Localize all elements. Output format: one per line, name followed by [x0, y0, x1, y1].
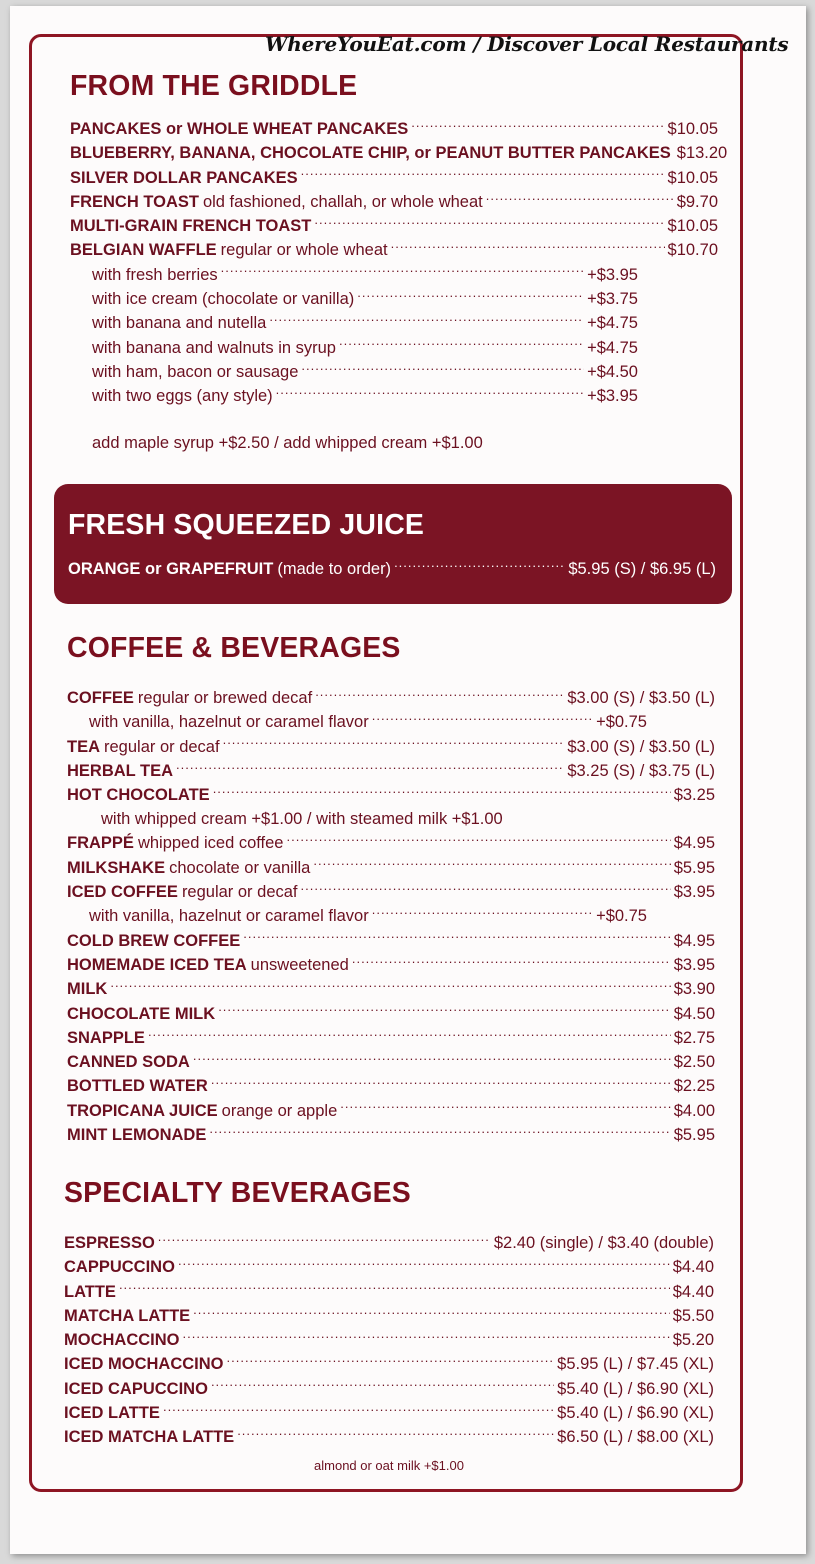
juice-item-desc: (made to order): [277, 560, 392, 578]
menu-item: [64, 1352, 714, 1376]
leader-dots: [340, 1099, 670, 1116]
leader-dots: [221, 263, 584, 280]
item-price: $5.20: [672, 1331, 714, 1350]
item-name: SILVER DOLLAR PANCAKES: [70, 168, 298, 187]
item-name-wrap: [67, 1002, 215, 1026]
leader-dots: [148, 1026, 671, 1043]
item-name: CANNED SODA: [67, 1053, 190, 1072]
leader-dots: [372, 905, 593, 922]
addon-name: with two eggs (any style): [92, 387, 273, 406]
leader-dots: [193, 1304, 670, 1321]
leader-dots: [269, 312, 584, 329]
item-name: CAPPUCCINO: [64, 1258, 175, 1277]
item-name-wrap: [67, 953, 247, 977]
item-price: $10.05: [667, 168, 718, 187]
leader-dots: [486, 190, 674, 207]
item-price: $3.00 (S) / $3.50 (L): [567, 689, 715, 707]
addon-price: +$3.95: [587, 387, 638, 406]
coffee-section: [67, 634, 715, 1147]
leader-dots: [352, 953, 671, 970]
coffee-heading: COFFEE & BEVERAGES: [67, 632, 401, 664]
item-name-wrap: [64, 1377, 208, 1401]
item-name-wrap: [70, 190, 199, 214]
menu-item: [64, 1401, 714, 1425]
menu-item: [67, 1099, 715, 1123]
item-name-wrap: [64, 1280, 116, 1304]
item-name-wrap: [67, 735, 100, 759]
item-price: $3.90: [673, 980, 715, 999]
item-name: LATTE: [64, 1282, 116, 1301]
leader-dots: [313, 856, 670, 873]
leader-dots: [158, 1232, 491, 1249]
item-name: CHOCOLATE MILK: [67, 1004, 216, 1023]
item-name-wrap: [67, 783, 210, 807]
leader-dots: [276, 385, 584, 402]
leader-dots: [301, 360, 584, 377]
juice-item-price: $5.95 (S) / $6.95 (L): [568, 560, 716, 578]
item-name: TEA: [67, 737, 100, 756]
item-price: $4.95: [673, 834, 715, 853]
item-name-wrap: [64, 1425, 234, 1449]
addon-item: [92, 384, 638, 408]
menu-item: [67, 831, 715, 855]
item-name: ICED MOCHACCINO: [64, 1355, 224, 1374]
item-name-wrap: [67, 1099, 218, 1123]
item-desc: old fashioned, challah, or whole wheat: [202, 192, 483, 211]
item-name: SNAPPLE: [67, 1028, 145, 1047]
leader-dots: [391, 239, 665, 256]
griddle-addons: [70, 263, 638, 409]
item-price: $4.00: [673, 1101, 715, 1120]
item-price: $4.40: [672, 1282, 714, 1301]
item-name-wrap: [67, 977, 107, 1001]
item-name: MILKSHAKE: [67, 858, 166, 877]
menu-item: [70, 238, 718, 262]
item-name: MILK: [67, 980, 108, 999]
item-name: ICED CAPUCCINO: [64, 1379, 208, 1398]
item-name-wrap: [67, 686, 134, 710]
item-name-wrap: [70, 214, 311, 238]
menu-item: [67, 1050, 715, 1074]
addon-name: with vanilla, hazelnut or caramel flavor: [89, 713, 369, 732]
item-name: TROPICANA JUICE: [67, 1101, 218, 1120]
menu-item: [67, 856, 715, 880]
item-name: BELGIAN WAFFLE: [70, 241, 217, 260]
item-price: $5.95 (L) / $7.45 (XL): [557, 1355, 714, 1374]
item-price: $2.75: [673, 1028, 715, 1047]
menu-item: [67, 1026, 715, 1050]
addon-price: +$3.95: [587, 265, 638, 284]
leader-dots: [394, 558, 565, 575]
leader-dots: [301, 881, 671, 898]
menu-item: [70, 141, 728, 165]
menu-item: [64, 1231, 714, 1255]
item-desc: regular or decaf: [104, 737, 220, 756]
menu-item: [67, 977, 715, 1001]
item-price: $9.70: [676, 192, 718, 211]
griddle-section: [70, 70, 728, 455]
item-price: $5.95: [673, 1126, 715, 1145]
menu-item: [64, 1304, 714, 1328]
addon-name: with ham, bacon or sausage: [92, 362, 299, 381]
item-name-wrap: [67, 1074, 208, 1098]
juice-item: [68, 557, 716, 581]
item-name: COFFEE: [67, 689, 134, 707]
item-name: FRENCH TOAST: [70, 192, 199, 211]
addon-item: [67, 710, 647, 734]
leader-dots: [372, 711, 593, 728]
addon-name: with fresh berries: [92, 265, 218, 284]
item-price: $2.50: [673, 1053, 715, 1072]
leader-dots: [211, 1075, 671, 1092]
item-price: $5.40 (L) / $6.90 (XL): [557, 1404, 714, 1423]
addon-item: [67, 904, 647, 928]
item-price: $4.95: [673, 931, 715, 950]
griddle-items: [70, 117, 728, 263]
addon-price: +$0.75: [596, 713, 647, 732]
item-name-wrap: [70, 117, 408, 141]
menu-item: [67, 1074, 715, 1098]
leader-dots: [119, 1280, 670, 1297]
leader-dots: [213, 784, 671, 801]
item-name: MINT LEMONADE: [67, 1126, 207, 1145]
item-price: $3.25: [673, 786, 715, 805]
item-name: HOT CHOCOLATE: [67, 786, 210, 805]
menu-item: [70, 190, 718, 214]
item-name-wrap: [67, 759, 173, 783]
leader-dots: [339, 336, 584, 353]
item-price: $10.05: [667, 120, 718, 138]
coffee-items: [67, 686, 715, 1147]
leader-dots: [237, 1426, 554, 1443]
item-desc: whipped iced coffee: [137, 834, 284, 853]
addon-name: with vanilla, hazelnut or caramel flavor: [89, 907, 369, 926]
menu-item: [64, 1255, 714, 1279]
menu-item: [64, 1377, 714, 1401]
leader-dots: [163, 1402, 554, 1419]
leader-dots: [211, 1377, 554, 1394]
item-name-wrap: [67, 929, 240, 953]
juice-item-name: ORANGE or GRAPEFRUIT: [68, 560, 274, 578]
item-name: HOMEMADE ICED TEA: [67, 955, 247, 974]
item-desc: chocolate or vanilla: [169, 858, 311, 877]
watermark: WhereYouEat.com / Discover Local Restaurants: [265, 32, 789, 56]
menu-item: [67, 1002, 715, 1026]
item-price: $4.40: [672, 1258, 714, 1277]
addon-item: [92, 311, 638, 335]
addon-price: +$3.75: [587, 290, 638, 309]
item-name-wrap: [64, 1328, 180, 1352]
item-desc: regular or whole wheat: [220, 241, 388, 260]
item-price: $3.95: [673, 955, 715, 974]
item-price: $4.50: [673, 1004, 715, 1023]
menu-item: [67, 953, 715, 977]
leader-dots: [315, 687, 564, 704]
item-name-wrap: [67, 880, 178, 904]
item-desc: regular or decaf: [181, 883, 298, 902]
item-name-wrap: [67, 831, 134, 855]
item-name: PANCAKES or WHOLE WHEAT PANCAKES: [70, 120, 409, 138]
juice-heading: FRESH SQUEEZED JUICE: [68, 509, 425, 541]
item-desc: unsweetened: [250, 955, 349, 974]
menu-item: [70, 214, 718, 238]
specialty-heading: SPECIALTY BEVERAGES: [64, 1177, 411, 1209]
juice-section: [54, 484, 732, 604]
menu-item: [67, 929, 715, 953]
addon-price: +$4.75: [587, 314, 638, 333]
menu-item: [64, 1328, 714, 1352]
addon-name: with banana and walnuts in syrup: [92, 338, 336, 357]
item-price: $3.00 (S) / $3.50 (L): [567, 737, 715, 756]
item-name: ESPRESSO: [64, 1234, 155, 1252]
specialty-note: almond or oat milk +$1.00: [314, 1457, 464, 1473]
item-price: $2.40 (single) / $3.40 (double): [493, 1234, 714, 1252]
item-name-wrap: [70, 238, 217, 262]
item-desc: regular or brewed decaf: [137, 689, 313, 707]
menu-item: [67, 1123, 715, 1147]
addon-item: [92, 336, 638, 360]
leader-dots: [223, 735, 565, 752]
item-price: $13.20: [676, 144, 728, 163]
item-name: ICED LATTE: [64, 1404, 160, 1423]
item-name: COLD BREW COFFEE: [67, 931, 241, 950]
leader-dots: [110, 978, 670, 995]
item-name: MULTI-GRAIN FRENCH TOAST: [70, 217, 312, 236]
leader-dots: [411, 118, 664, 135]
item-name-wrap: [67, 1123, 206, 1147]
item-price: $5.50: [672, 1306, 714, 1325]
addon-item: [92, 287, 638, 311]
griddle-heading: FROM THE GRIDDLE: [70, 70, 358, 102]
item-name: MATCHA LATTE: [64, 1306, 191, 1325]
item-name-wrap: [70, 141, 671, 165]
addon-name: with ice cream (chocolate or vanilla): [92, 290, 355, 309]
item-name-wrap: [64, 1352, 224, 1376]
item-name: HERBAL TEA: [67, 761, 174, 780]
addon-name: with banana and nutella: [92, 314, 267, 333]
leader-dots: [301, 166, 665, 183]
leader-dots: [178, 1256, 670, 1273]
item-name: BOTTLED WATER: [67, 1077, 208, 1096]
item-name-wrap: [64, 1304, 190, 1328]
leader-dots: [183, 1329, 670, 1346]
item-desc: orange or apple: [221, 1101, 338, 1120]
item-name: FRAPPÉ: [67, 834, 134, 853]
menu-item: [67, 759, 715, 783]
leader-dots: [176, 759, 564, 776]
item-name-wrap: [64, 1255, 175, 1279]
item-price: $3.25 (S) / $3.75 (L): [567, 761, 715, 780]
leader-dots: [193, 1051, 671, 1068]
menu-item: [64, 1425, 714, 1449]
coffee-row-note: with whipped cream +$1.00 / with steamed milk +$1.00: [101, 810, 503, 829]
item-name-wrap: [67, 1050, 190, 1074]
item-price: $3.95: [673, 883, 715, 902]
item-price: $10.05: [667, 217, 718, 236]
menu-item: [67, 686, 715, 710]
item-name-wrap: [64, 1231, 155, 1255]
specialty-items: [64, 1231, 714, 1450]
menu-item: [67, 880, 715, 904]
item-name: ICED MATCHA LATTE: [64, 1428, 235, 1447]
griddle-note: add maple syrup +$2.50 / add whipped cream +$1.00: [92, 433, 483, 452]
item-price: $5.95: [673, 858, 715, 877]
item-name: BLUEBERRY, BANANA, CHOCOLATE CHIP, or PEANUT BUTTER PANCAKES: [70, 144, 671, 163]
leader-dots: [218, 1002, 671, 1019]
item-price: $2.25: [673, 1077, 715, 1096]
leader-dots: [357, 288, 584, 305]
item-name-wrap: [70, 166, 298, 190]
item-name: ICED COFFEE: [67, 883, 178, 902]
addon-item: [92, 263, 638, 287]
addon-price: +$0.75: [596, 907, 647, 926]
menu-item: [67, 783, 715, 807]
leader-dots: [314, 215, 664, 232]
item-name-wrap: [64, 1401, 160, 1425]
leader-dots: [243, 929, 670, 946]
menu-item: [70, 166, 718, 190]
menu-item: [70, 117, 718, 141]
menu-item: [64, 1280, 714, 1304]
leader-dots: [287, 832, 671, 849]
item-price: $10.70: [667, 241, 718, 260]
addon-price: +$4.50: [587, 362, 638, 381]
item-name: MOCHACCINO: [64, 1331, 180, 1350]
item-name-wrap: [67, 856, 165, 880]
addon-item: [92, 360, 638, 384]
addon-price: +$4.75: [587, 338, 638, 357]
item-price: $5.40 (L) / $6.90 (XL): [557, 1379, 714, 1398]
leader-dots: [227, 1353, 555, 1370]
specialty-section: [64, 1179, 714, 1473]
item-name-wrap: [67, 1026, 145, 1050]
leader-dots: [209, 1124, 670, 1141]
menu-item: [67, 735, 715, 759]
item-price: $6.50 (L) / $8.00 (XL): [557, 1428, 714, 1447]
